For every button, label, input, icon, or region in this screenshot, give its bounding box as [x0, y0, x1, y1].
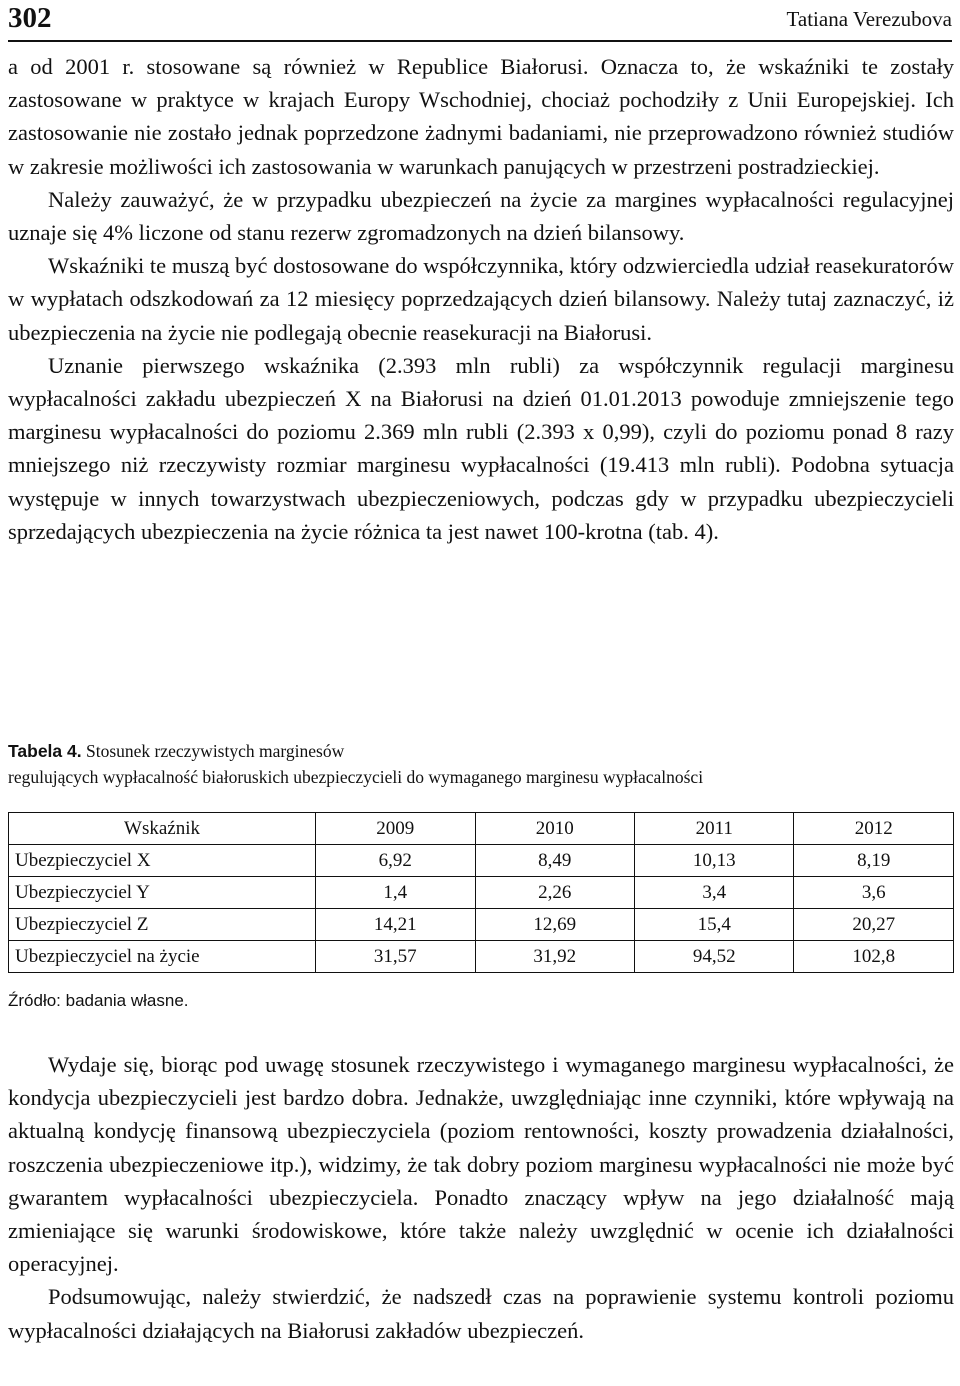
table-cell: 12,69: [475, 909, 634, 941]
column-header: Wskaźnik: [9, 813, 316, 845]
running-author: Tatiana Verezubova: [786, 7, 952, 31]
table-cell: 20,27: [794, 909, 954, 941]
paragraph: Wskaźniki te muszą być dostosowane do współczynnika, który odzwierciedla udział reasekuratorów w wypłatach odszkodowań za 12 miesięcy poprzedzających dzień bilansowy. Należy tutaj zaznaczyć, iż ubezpieczenia na życie nie podlegają obecnie reasekuracji na Białorusi.: [8, 253, 954, 345]
table-row: [9, 877, 954, 909]
table-cell: 8,49: [475, 845, 634, 877]
table-cell: 31,57: [316, 941, 475, 973]
table-cell: 15,4: [634, 909, 793, 941]
paragraph: Uznanie pierwszego wskaźnika (2.393 mln rubli) za współczynnik regulacji marginesu wypłacalności zakładu ubezpieczeń X na Białorusi na dzień 01.01.2013 powoduje zmniejszenie tego marginesu wypłacalności do poziomu 2.369 mln rubli (2.393 x 0,99), czyli do poziomu ponad 8 razy mniejszego niż rzeczywisty rozmiar marginesu wypłacalności (19.413 mln rubli). Podobna sytuacja występuje w innych towarzystwach ubezpieczeniowych, podczas gdy w przypadku ubezpieczycieli sprzedających ubezpieczenia na życie różnica ta jest nawet 100-krotna (tab. 4).: [8, 352, 954, 544]
column-header: 2010: [475, 813, 634, 845]
paragraph: a od 2001 r. stosowane są również w Republice Białorusi. Oznacza to, że wskaźniki te zostały zastosowane w praktyce w krajach Europy Wschodniej, chociaż pochodziły z Unii Europejskiej. Ich zastosowanie nie zostało jednak poprzedzone żadnymi badaniami, nie przeprowadzono również studiów w zakresie możliwości ich zastosowania w warunkach panujących w przestrzeni postradzieckiej.: [8, 54, 954, 179]
row-label: Ubezpieczyciel X: [9, 845, 316, 877]
body-text-bottom: [8, 1048, 954, 1347]
table-cell: 1,4: [316, 877, 475, 909]
data-table: [8, 812, 954, 973]
table-row: [9, 909, 954, 941]
row-label: Ubezpieczyciel Z: [9, 909, 316, 941]
table-caption-subtitle: regulujących wypłacalność białoruskich ubezpieczycieli do wymaganego marginesu wypłacalności: [8, 767, 704, 787]
column-header: 2012: [794, 813, 954, 845]
table-cell: 102,8: [794, 941, 954, 973]
table-caption-label: Tabela 4.: [8, 741, 82, 761]
table-cell: 2,26: [475, 877, 634, 909]
table-header-row: [9, 813, 954, 845]
table-cell: 3,4: [634, 877, 793, 909]
table-row: [9, 845, 954, 877]
table-cell: 6,92: [316, 845, 475, 877]
page-header: [8, 0, 952, 42]
paragraph: Podsumowując, należy stwierdzić, że nadszedł czas na poprawienie systemu kontroli poziomu wypłacalności działających na Białorusi zakładów ubezpieczeń.: [8, 1284, 954, 1343]
body-text-top: [8, 50, 954, 548]
column-header: 2011: [634, 813, 793, 845]
table-row: [9, 941, 954, 973]
table-cell: 8,19: [794, 845, 954, 877]
table-cell: 94,52: [634, 941, 793, 973]
table-cell: 3,6: [794, 877, 954, 909]
table-cell: 14,21: [316, 909, 475, 941]
row-label: Ubezpieczyciel na życie: [9, 941, 316, 973]
row-label: Ubezpieczyciel Y: [9, 877, 316, 909]
table-caption-title: Stosunek rzeczywistych marginesów: [85, 741, 345, 761]
table-caption: [8, 738, 954, 790]
table-cell: 31,92: [475, 941, 634, 973]
table-cell: 10,13: [634, 845, 793, 877]
paragraph: Wydaje się, biorąc pod uwagę stosunek rzeczywistego i wymaganego marginesu wypłacalności, że kondycja ubezpieczycieli jest bardzo dobra. Jednakże, uwzględniając inne czynniki, które wpływają na aktualną kondycję finansową ubezpieczyciela (poziom rentowności, koszty prowadzenia działalności, roszczenia ubezpieczeniowe itp.), widzimy, że tak dobry poziom marginesu wypłacalności nie może być gwarantem wypłacalności ubezpieczyciela. Ponadto znaczący wpływ na jego działalność mają zmieniające się warunki środowiskowe, które także należy uwzględnić w ocenie ich działalności operacyjnej.: [8, 1052, 954, 1277]
page-number: 302: [8, 2, 52, 34]
table-source-note: Źródło: badania własne.: [8, 991, 189, 1010]
column-header: 2009: [316, 813, 475, 845]
paragraph: Należy zauważyć, że w przypadku ubezpieczeń na życie za margines wypłacalności regulacyjnej uznaje się 4% liczone od stanu rezerw zgromadzonych na dzień bilansowy.: [8, 186, 954, 246]
